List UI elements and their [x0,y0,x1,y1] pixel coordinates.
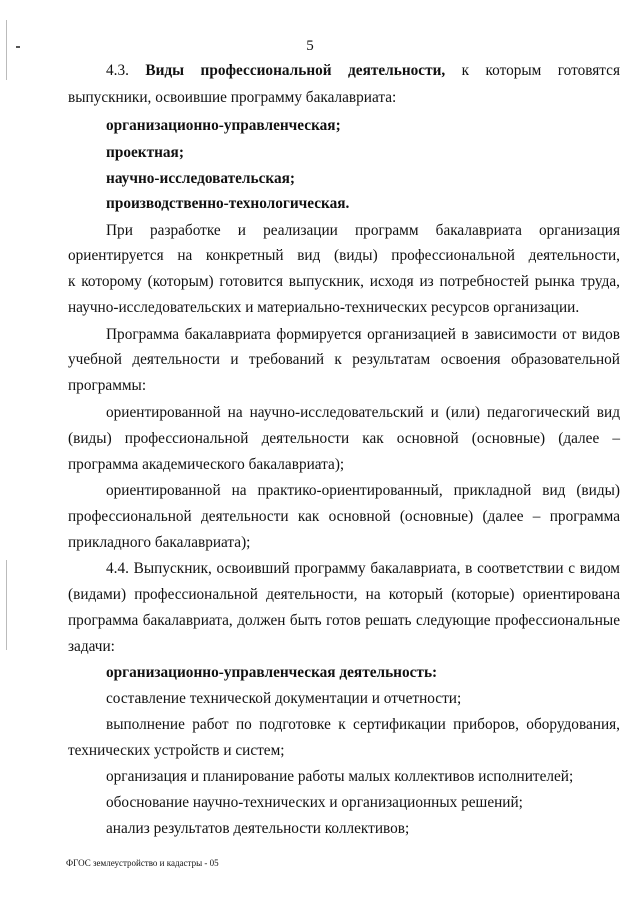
activity-heading: организационно-управленческая деятельность: [106,664,438,681]
paragraph-line: ориентированной на научно-исследовательский и (или) педагогический вид [106,404,620,421]
section-4-3-text: выпускники, освоившие программу бакалавриата: [68,89,397,106]
section-4-4-line: 4.4. Выпускник, освоивший программу бакалавриата, в соответствии с видом [106,560,620,577]
paragraph-line: ориентированной на практико-ориентированный, прикладной вид (виды) [106,482,620,499]
page-number: 5 [306,38,314,54]
heading-word: которым [485,62,542,79]
section-4-3-heading [106,62,620,80]
paragraph-line: прикладного бакалавриата); [68,534,251,551]
paragraph-line: При разработке и реализации программ бакалавриата организация [106,222,620,239]
section-4-4-line: (видами) профессиональной деятельности, на который (которые) ориентирована [68,586,620,603]
activity-type: проектная; [106,144,184,161]
task-item: обоснование научно-технических и организационных решений; [106,794,523,811]
section-4-4-line: задачи: [68,638,115,655]
task-item: организация и планирование работы малых коллективов исполнителей; [106,768,574,785]
paragraph-line: учебной деятельности и требований к результатам освоения образовательной [68,351,620,368]
task-item: выполнение работ по подготовке к сертификации приборов, оборудования, [106,716,620,733]
activity-type: организационно-управленческая; [106,117,341,134]
task-item: составление технической документации и отчетности; [106,690,462,707]
activity-type: производственно-технологическая. [106,195,350,212]
heading-word: деятельности, [348,62,446,79]
heading-word: Виды [145,62,185,79]
section-number: 4.3. [106,62,129,79]
paragraph-line: профессиональной деятельности как основной (основные) (далее – программа [68,508,620,525]
scan-edge-mark [6,560,7,650]
paragraph-line: программа академического бакалавриата); [68,456,345,473]
paragraph-line: программы: [68,377,147,394]
paragraph-line: к которому (которым) готовится выпускник, исходя из потребностей рынка труда, [68,273,620,290]
paragraph-line: Программа бакалавриата формируется организацией в зависимости от видов [106,326,620,343]
heading-word: готовятся [557,62,621,79]
task-item: технических устройств и систем; [68,742,285,759]
task-item: анализ результатов деятельности коллективов; [106,820,410,837]
activity-type: научно-исследовательская; [106,170,295,187]
heading-word: к [461,62,470,79]
paragraph-line: научно-исследовательских и материально-технических ресурсов организации. [68,299,580,316]
paragraph-line: ориентируется на конкретный вид (виды) профессиональной деятельности, [68,247,620,264]
document-footer: ФГОС землеустройство и кадастры - 05 [66,858,219,868]
section-4-4-line: программа бакалавриата, должен быть готов решать следующие профессиональные [68,612,620,629]
paragraph-line: (виды) профессиональной деятельности как основной (основные) (далее – [68,430,620,447]
heading-word: профессиональной [200,62,332,79]
